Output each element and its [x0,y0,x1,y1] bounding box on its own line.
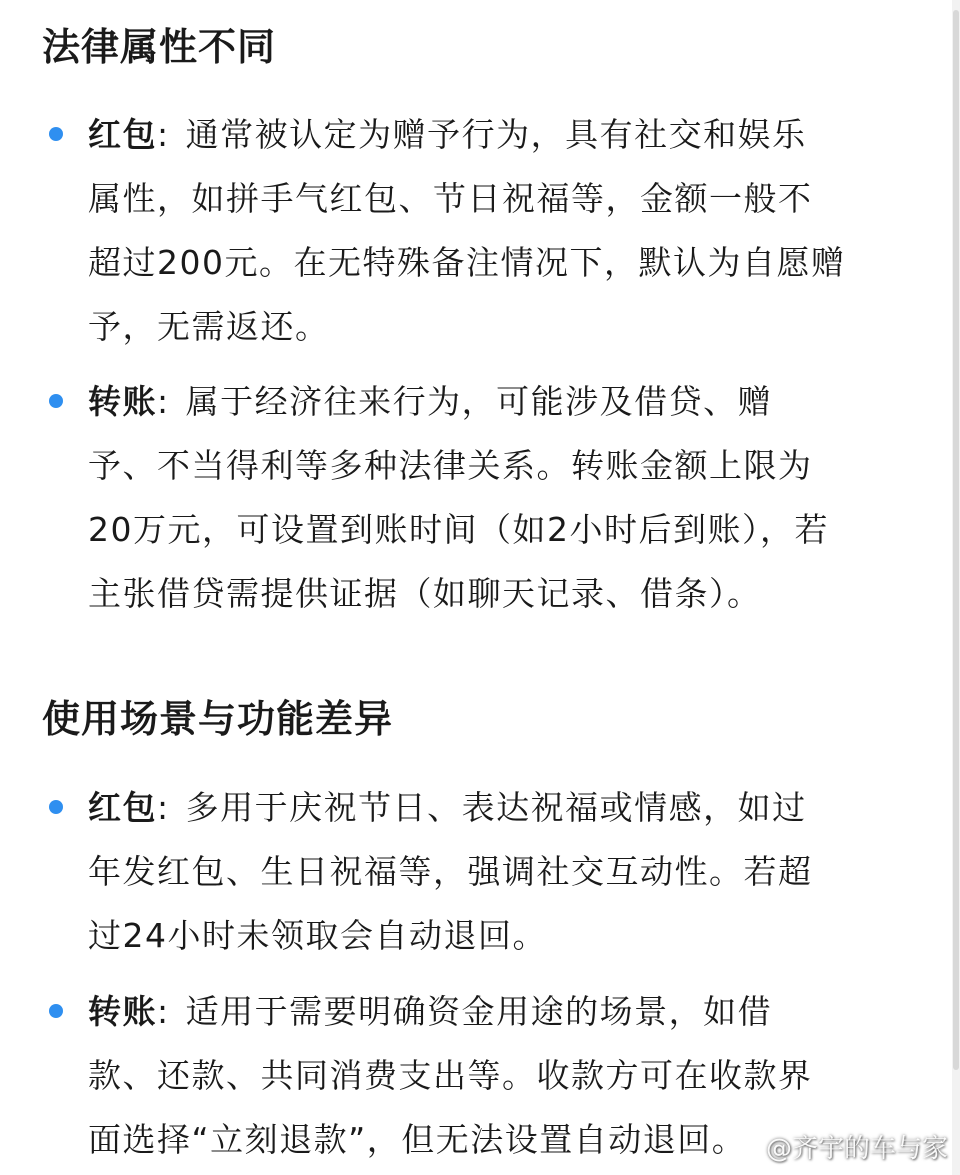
item-line: 适用于需要明确资金用途的场景，如借 [185,992,773,1031]
bullet-icon [49,127,63,141]
item-line: 予、不当得利等多种法律关系。转账金额上限为 [88,446,813,485]
item-line: 属于经济往来行为，可能涉及借贷、赠 [185,382,773,421]
item-text [88,776,928,968]
section-title-usage: 使用场景与功能差异 [42,697,394,741]
term-colon: : [157,992,170,1031]
item-line: 款、还款、共同消费支出等。收款方可在收款界 [88,1056,813,1095]
item-line: 年发红包、生日祝福等，强调社交互动性。若超 [88,852,813,891]
item-line: 过24小时未领取会自动退回。 [88,916,547,955]
item-line: 超过200元。在无特殊备注情况下，默认为自愿赠 [88,243,846,282]
item-line: 主张借贷需提供证据（如聊天记录、借条）。 [88,574,762,613]
item-line: 面选择“立刻退款”，但无法设置自动退回。 [88,1120,747,1159]
item-text [88,103,928,359]
term-colon: : [157,788,170,827]
bullet-icon [49,800,63,814]
item-line: 属性，如拼手气红包、节日祝福等，金额一般不 [88,179,813,218]
term-colon: : [157,115,170,154]
term-label: 转账 [88,992,157,1031]
watermark: @齐宇的车与家 [765,1134,948,1164]
term-label: 红包 [88,788,157,827]
item-line: 20万元，可设置到账时间（如2小时后到账），若 [88,510,829,549]
bullet-icon [49,1004,63,1018]
scrollbar[interactable] [952,0,960,1175]
scrollbar-thumb[interactable] [953,10,959,1070]
item-line: 予，无需返还。 [88,307,330,346]
bullet-icon [49,394,63,408]
term-label: 转账 [88,382,157,421]
item-line: 通常被认定为赠予行为，具有社交和娱乐 [185,115,807,154]
term-colon: : [157,382,170,421]
item-text [88,370,928,626]
section-title-legal: 法律属性不同 [42,25,277,69]
item-line: 多用于庆祝节日、表达祝福或情感，如过 [185,788,807,827]
term-label: 红包 [88,115,157,154]
